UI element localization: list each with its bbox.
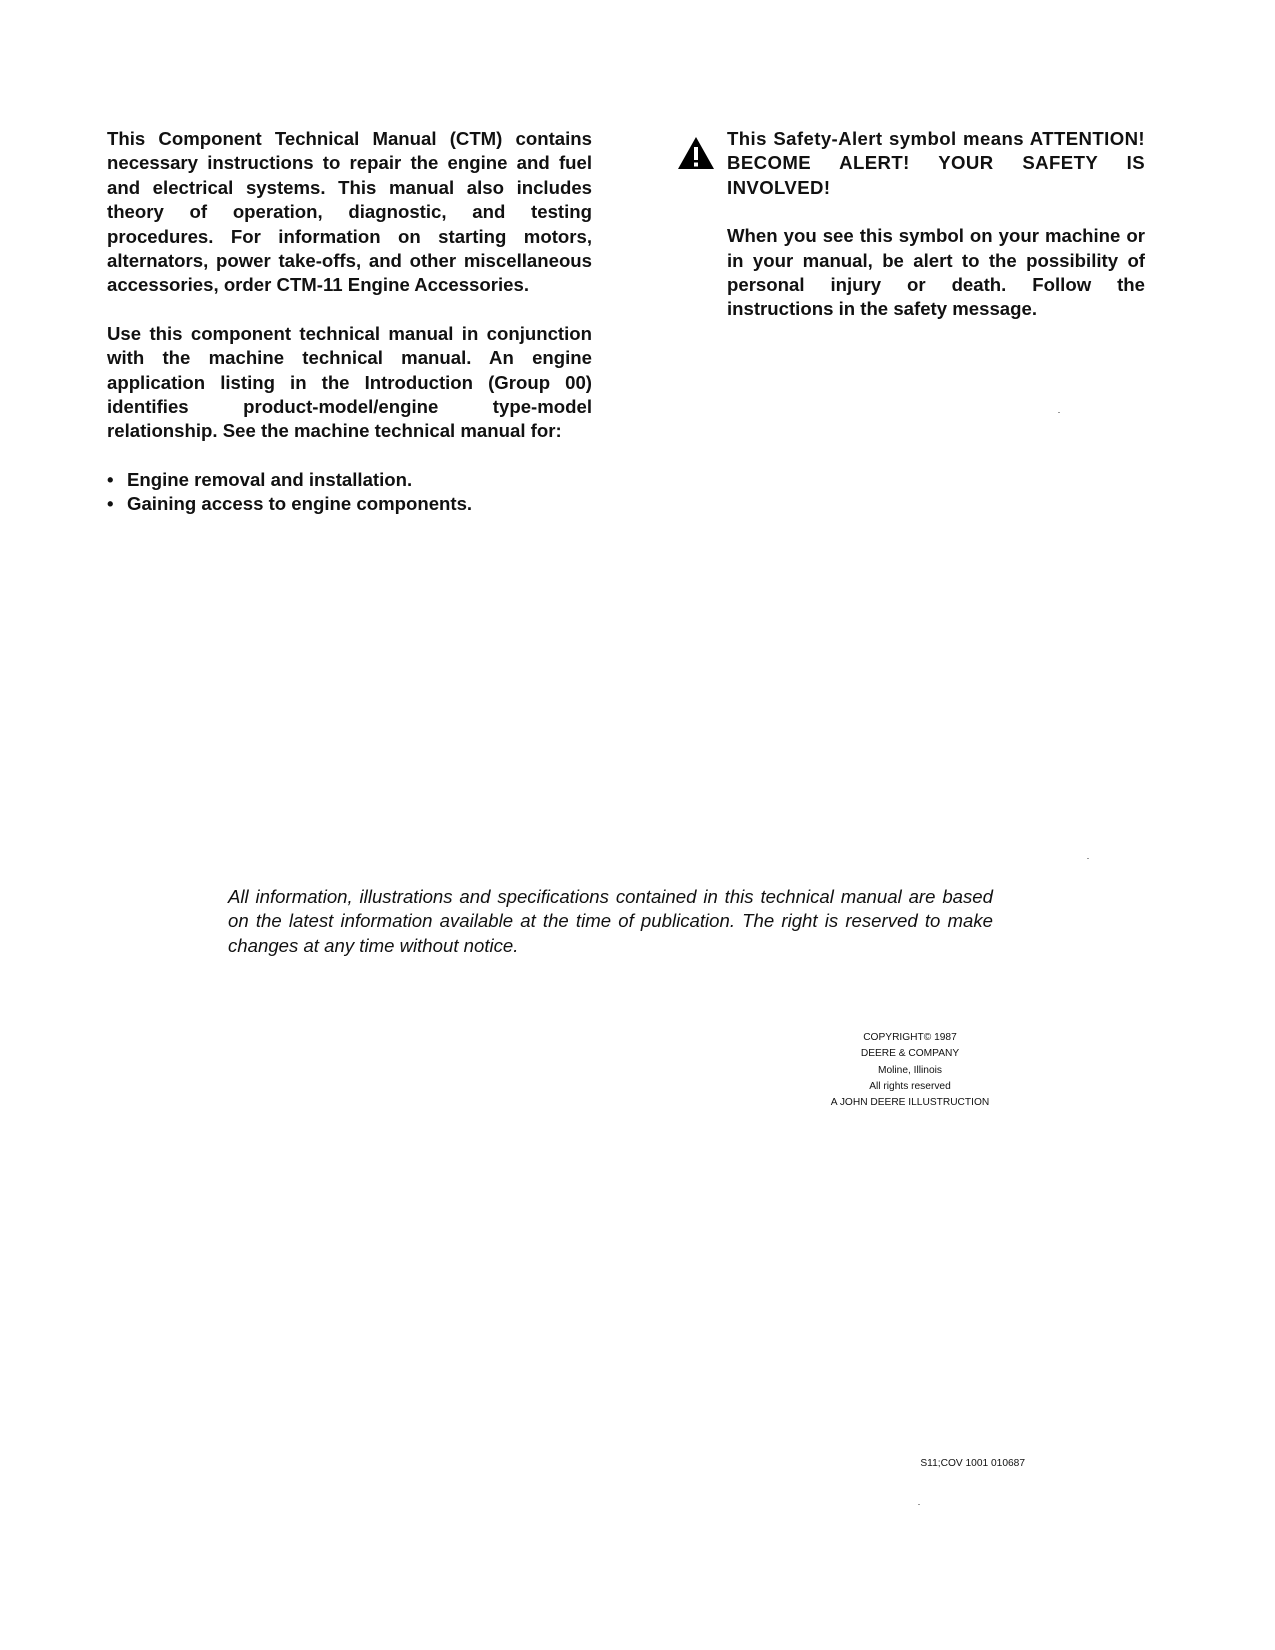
illustruction-credit: A JOHN DEERE ILLUSTRUCTION: [830, 1097, 990, 1109]
conjunction-paragraph: Use this component technical manual in conjunction with the machine technical manual. An engine application listing in the Introduction (Group 00) identifies product-model/engine type-model relationship. See the machine technical manual for:: [107, 322, 592, 442]
list-item-text: Engine removal and installation.: [127, 468, 413, 490]
bullet-icon: •: [107, 493, 114, 515]
safety-alert: [675, 127, 1145, 200]
safety-column: [675, 127, 1145, 322]
safety-alert-heading: This Safety-Alert symbol means ATTENTION! BECOME ALERT! YOUR SAFETY IS INVOLVED!: [727, 128, 1145, 198]
bullet-icon: •: [107, 468, 114, 490]
machine-manual-list: [107, 468, 592, 517]
intro-paragraph: This Component Technical Manual (CTM) contains necessary instructions to repair the engine and fuel and electrical systems. This manual also includes theory of operation, diagnostic, and testing procedures. For information on starting motors, alternators, power take-offs, and other miscellaneous accessories, order CTM-11 Engine Accessories.: [107, 128, 592, 296]
company-name: DEERE & COMPANY: [860, 1048, 960, 1060]
safety-alert-body: When you see this symbol on your machine or in your manual, be alert to the possibility of personal injury or death. Follow the instructions in the safety message.: [727, 225, 1145, 320]
warning-triangle-icon: [677, 136, 715, 170]
copyright-block: [730, 1030, 1090, 1111]
scan-speck: [1087, 858, 1089, 859]
copyright-line: COPYRIGHT© 1987: [863, 1032, 957, 1043]
company-location: Moline, Illinois: [878, 1064, 942, 1076]
intro-column: [107, 127, 592, 517]
list-item: [107, 492, 592, 516]
document-code: S11;COV 1001 010687: [920, 1458, 1025, 1469]
scan-speck: [918, 1504, 920, 1505]
disclaimer-notice: All information, illustrations and specifications contained in this technical manual are based on the latest information available at the time of publication. The right is reserved to make changes at any time without notice.: [228, 886, 993, 956]
scan-speck: [1058, 412, 1060, 413]
list-item: [107, 468, 592, 492]
rights-reserved: All rights reserved: [869, 1080, 951, 1092]
list-item-text: Gaining access to engine components.: [127, 493, 473, 515]
